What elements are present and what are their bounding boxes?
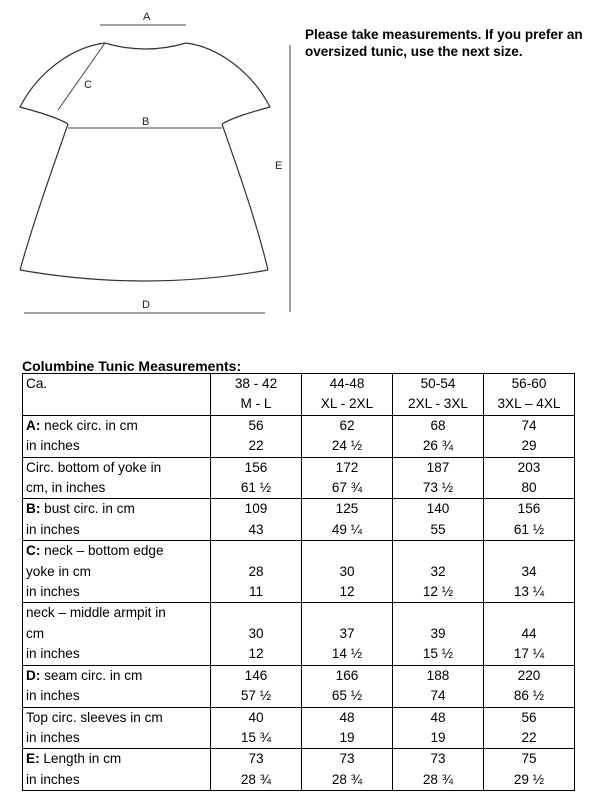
- label-a: A: [143, 11, 151, 23]
- sizing-note: Please take measurements. If you prefer an oversized tunic, use the next size.: [305, 27, 583, 59]
- value-cell: 73 28 ¾: [393, 749, 484, 791]
- header-row: [23, 374, 575, 416]
- table-row: [23, 499, 575, 541]
- row-label-line: in inches: [26, 771, 80, 787]
- row-label: [23, 541, 211, 603]
- value-cell: 156 61 ½: [484, 499, 575, 541]
- row-label-line: Top circ. sleeves in cm: [26, 709, 163, 725]
- value-cell: 146 57 ½: [211, 665, 302, 707]
- size-header: 56-60 3XL – 4XL: [484, 374, 575, 416]
- table-title: Columbine Tunic Measurements:: [22, 358, 242, 374]
- value-cell: 56 22: [484, 707, 575, 749]
- value-cell: 34 13 ¼: [484, 541, 575, 603]
- value-cell: 56 22: [211, 415, 302, 457]
- table-row: [23, 665, 575, 707]
- table-row: [23, 457, 575, 499]
- size-header: 50-54 2XL - 3XL: [393, 374, 484, 416]
- value-cell: 109 43: [211, 499, 302, 541]
- row-label-line: D: seam circ. in cm: [26, 667, 143, 683]
- value-cell: 188 74: [393, 665, 484, 707]
- row-label-line: A: neck circ. in cm: [26, 417, 138, 433]
- table-row: [23, 603, 575, 665]
- row-key: B:: [26, 501, 41, 517]
- row-key: E:: [26, 751, 40, 767]
- row-label-line: in inches: [26, 729, 80, 745]
- value-cell: 37 14 ½: [302, 603, 393, 665]
- label-b: B: [142, 116, 150, 128]
- row-key: D:: [26, 667, 41, 683]
- row-label: [23, 603, 211, 665]
- value-cell: 44 17 ¼: [484, 603, 575, 665]
- value-cell: 187 73 ½: [393, 457, 484, 499]
- value-cell: 48 19: [302, 707, 393, 749]
- row-key: A:: [26, 417, 41, 433]
- value-cell: 62 24 ½: [302, 415, 393, 457]
- size-header: 44-48 XL - 2XL: [302, 374, 393, 416]
- row-label-line: E: Length in cm: [26, 751, 122, 767]
- value-cell: 30 12: [211, 603, 302, 665]
- value-cell: 220 86 ½: [484, 665, 575, 707]
- value-cell: 75 29 ½: [484, 749, 575, 791]
- row-label-line: in inches: [26, 584, 80, 600]
- row-label-line: neck – middle armpit in: [26, 605, 166, 621]
- value-cell: 156 61 ½: [211, 457, 302, 499]
- row-label: [23, 457, 211, 499]
- value-cell: 32 12 ½: [393, 541, 484, 603]
- size-header: 38 - 42 M - L: [211, 374, 302, 416]
- row-label-line: in inches: [26, 646, 80, 662]
- measurements-table: [22, 373, 575, 791]
- row-key: C:: [26, 543, 41, 559]
- row-label-line: in inches: [26, 438, 80, 454]
- row-label-line: Circ. bottom of yoke in: [26, 459, 162, 475]
- row-label-line: C: neck – bottom edge: [26, 543, 164, 559]
- value-cell: 203 80: [484, 457, 575, 499]
- value-cell: 39 15 ½: [393, 603, 484, 665]
- row-label-line: in inches: [26, 688, 80, 704]
- table-row: [23, 541, 575, 603]
- measure-lines: [24, 25, 290, 313]
- row-label-line: cm: [26, 625, 45, 641]
- row-label: [23, 707, 211, 749]
- label-e: E: [275, 160, 283, 172]
- row-label-line: in inches: [26, 521, 80, 537]
- row-label: [23, 499, 211, 541]
- value-cell: 172 67 ¾: [302, 457, 393, 499]
- value-cell: 74 29: [484, 415, 575, 457]
- value-cell: 73 28 ¾: [211, 749, 302, 791]
- row-label: [23, 665, 211, 707]
- header-label: Ca.: [23, 374, 211, 416]
- value-cell: 73 28 ¾: [302, 749, 393, 791]
- row-label-line: yoke in cm: [26, 563, 91, 579]
- value-cell: 68 26 ¾: [393, 415, 484, 457]
- row-label-line: B: bust circ. in cm: [26, 501, 135, 517]
- table-row: [23, 707, 575, 749]
- value-cell: 48 19: [393, 707, 484, 749]
- label-d: D: [142, 299, 150, 311]
- value-cell: 140 55: [393, 499, 484, 541]
- tunic-outline: [20, 43, 270, 281]
- table-row: [23, 415, 575, 457]
- row-label: [23, 415, 211, 457]
- row-label-line: cm, in inches: [26, 480, 106, 496]
- value-cell: 30 12: [302, 541, 393, 603]
- value-cell: 166 65 ½: [302, 665, 393, 707]
- value-cell: 40 15 ¾: [211, 707, 302, 749]
- value-cell: 125 49 ¼: [302, 499, 393, 541]
- table-row: [23, 749, 575, 791]
- label-c: C: [84, 79, 92, 91]
- row-label: [23, 749, 211, 791]
- measurements-body: [23, 374, 575, 791]
- value-cell: 28 11: [211, 541, 302, 603]
